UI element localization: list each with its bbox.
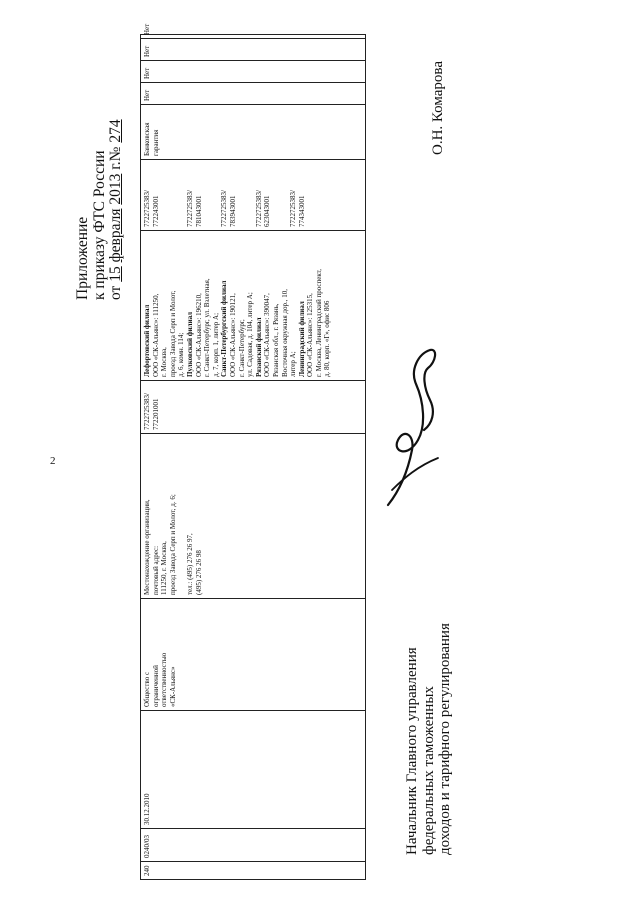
branch-inn-kpp-line xyxy=(203,163,212,227)
org-name-line: ограниченной xyxy=(151,665,160,707)
handwritten-signature xyxy=(378,340,448,515)
branch-inn-kpp-line: 7722725383/ xyxy=(220,190,229,227)
branch-inn-kpp-line: 774343001 xyxy=(297,195,306,227)
branch-line: д. 80, корп. «Г», офис 806 xyxy=(323,300,332,377)
branch-inn-kpp-line xyxy=(246,163,255,227)
registry-table xyxy=(140,23,366,880)
date-day: 15 xyxy=(107,266,124,282)
branch-line: ООО «СК-Альянс»: 125315, xyxy=(306,293,315,377)
branch-line: ООО «СК-Альянс»: 196210, xyxy=(194,293,203,377)
guarantee-line: Банковская xyxy=(143,122,151,156)
branch-inn-kpp-line: 783943001 xyxy=(228,195,237,227)
branch-inn-kpp-line xyxy=(212,163,221,227)
signatory-title-line: федеральных таможенных xyxy=(420,686,437,855)
address-line: Местонахождение организации, xyxy=(143,499,151,595)
branch-line: проезд Завода Серп и Молот, xyxy=(168,290,177,377)
branch-line: ул. Садовая, д. 104, литер А; xyxy=(246,292,255,377)
branch-inn-kpp-line: 772243001 xyxy=(151,195,160,227)
signatory-name: О.Н. Комарова xyxy=(430,61,446,155)
branch-line: Рязанская обл., г. Рязань, xyxy=(271,303,280,377)
branch-line: г. Санкт-Петербург, ул. Взлетная, xyxy=(203,278,212,377)
address-line xyxy=(177,437,186,595)
branch-line: Рязанский филиал xyxy=(254,317,263,377)
date-month: февраля xyxy=(107,208,124,263)
cell-flag: Нет xyxy=(141,35,366,39)
branch-inn-kpp-line: 781043001 xyxy=(194,195,203,227)
cell-date: 30.12.2010 xyxy=(141,711,366,829)
inn-kpp-line: 7722725383/ xyxy=(143,393,151,430)
branch-line: г. Москва, Ленинградский проспект, xyxy=(314,269,323,377)
address-line: 111250, г. Москва, xyxy=(160,541,169,595)
cell-flag: Нет xyxy=(141,61,366,83)
signatory-title-line: Начальник Главного управления xyxy=(404,647,420,855)
branch-inn-kpp-line xyxy=(177,163,186,227)
date-year: 2013 xyxy=(107,173,124,205)
branch-inn-kpp-line xyxy=(281,163,290,227)
cell-flag: Нет xyxy=(141,39,366,61)
cell-guarantee xyxy=(141,105,366,160)
cell-branch-inn-kpp xyxy=(141,160,366,231)
cell-org-name xyxy=(141,599,366,711)
branch-inn-kpp-line: 7722725383/ xyxy=(185,190,194,227)
table-row xyxy=(141,35,366,880)
branch-line: Восточная окружная дор., 10, xyxy=(280,288,289,377)
branch-line: д. 7, корп. 1, литер А; xyxy=(211,312,220,377)
cell-code: 0240/03 xyxy=(141,829,366,862)
org-name-line: ответственностью xyxy=(160,652,169,707)
date-suffix: г.№ xyxy=(107,146,124,170)
branch-inn-kpp-line: 7722725383/ xyxy=(254,190,263,227)
branch-line: Ленинградский филиал xyxy=(297,301,306,377)
appendix-date-line xyxy=(108,119,125,300)
address-line: почтовый адрес: xyxy=(151,545,160,595)
address-line: тел.: (495) 276 26 97, xyxy=(185,533,194,595)
order-number: 274 xyxy=(107,119,124,143)
branch-line: ООО «СК-Альянс»: 390047, xyxy=(263,293,272,377)
date-prefix: от xyxy=(107,285,124,300)
branch-line: ООО «СК-Альянс»: 111250, xyxy=(151,293,160,377)
branch-inn-kpp-line: 7722725383/ xyxy=(289,190,298,227)
cell-num: 240 xyxy=(141,862,366,880)
branch-line: г. Москва, xyxy=(160,347,169,377)
page-number: 2 xyxy=(50,455,56,467)
branch-inn-kpp-line xyxy=(169,163,178,227)
appendix-header xyxy=(75,119,125,300)
org-name-line: «СК-Альянс» xyxy=(168,666,177,707)
branch-line: г. Санкт-Петербург, xyxy=(237,319,246,377)
cell-flag: Нет xyxy=(141,83,366,105)
cell-branches xyxy=(141,231,366,381)
branch-line: Лефортовский филиал xyxy=(143,304,151,377)
branch-inn-kpp-line: 623043001 xyxy=(263,195,272,227)
branch-line: литер А; xyxy=(289,351,298,377)
branch-inn-kpp-line xyxy=(272,163,281,227)
cell-address xyxy=(141,434,366,599)
branch-line: Санкт-Петербургский филиал xyxy=(220,280,229,377)
branch-inn-kpp-line xyxy=(238,163,247,227)
inn-kpp-line: 772201001 xyxy=(151,398,160,430)
address-line: проезд Завода Серп и Молот, д. 6; xyxy=(168,494,177,595)
cell-inn-kpp xyxy=(141,381,366,434)
branch-line: Пулковский филиал xyxy=(185,311,194,377)
appendix-title: Приложение xyxy=(74,216,91,300)
branch-line: д. 6, комн. 114; xyxy=(177,332,186,377)
branch-inn-kpp-line: 7722725383/ xyxy=(143,190,151,227)
appendix-order-ref: к приказу ФТС России xyxy=(90,150,108,300)
branch-inn-kpp-line xyxy=(160,163,169,227)
guarantee-line: гарантия xyxy=(151,129,160,156)
org-name-line: Общество с xyxy=(143,671,151,707)
signatory-title-line: доходов и тарифного регулирования xyxy=(437,623,453,855)
signatory-title xyxy=(404,623,454,855)
address-line: (495) 276 26 98 xyxy=(194,550,203,595)
branch-line: ООО «СК-Альянс»: 190121, xyxy=(228,293,237,377)
